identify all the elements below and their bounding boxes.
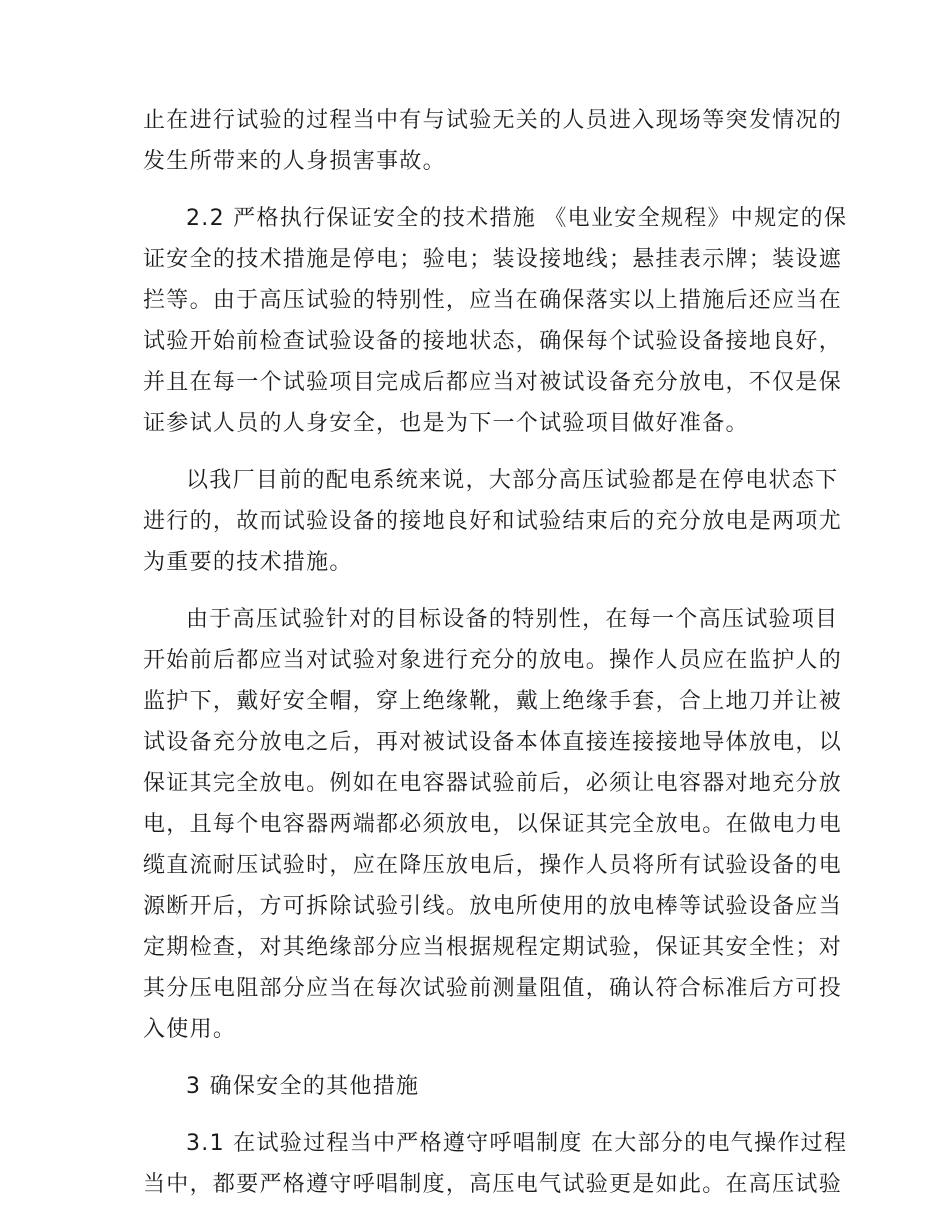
text-line: 试验开始前检查试验设备的接地状态，确保每个试验设备接地良好， — [143, 329, 843, 354]
text-line: 以我厂目前的配电系统来说，大部分高压试验都是在停电状态下 — [186, 468, 839, 493]
text-line: 证安全的技术措施是停电；验电；装设接地线；悬挂表示牌；装设遮 — [143, 247, 843, 272]
text-line: 发生所带来的人身损害事故。 — [143, 149, 446, 174]
text-line: 开始前后都应当对试验对象进行充分的放电。操作人员应在监护人的 — [143, 648, 843, 673]
section-heading-2-2: 2.2 严格执行保证安全的技术措施 《电业安全规程》中规定的保 — [186, 206, 848, 231]
text-line: 并且在每一个试验项目完成后都应当对被试设备充分放电，不仅是保 — [143, 370, 843, 395]
text-line: 源断开后，方可拆除试验引线。放电所使用的放电棒等试验设备应当 — [143, 894, 843, 919]
text-line: 为重要的技术措施。 — [143, 550, 353, 575]
text-line: 进行的，故而试验设备的接地良好和试验结束后的充分放电是两项尤 — [143, 509, 843, 534]
text-line: 拦等。由于高压试验的特别性，应当在确保落实以上措施后还应当在 — [143, 288, 843, 313]
text-line: 保证其完全放电。例如在电容器试验前后，必须让电容器对地充分放 — [143, 771, 843, 796]
text-line: 由于高压试验针对的目标设备的特别性，在每一个高压试验项目 — [186, 607, 839, 632]
section-heading-3: 3 确保安全的其他措施 — [186, 1074, 420, 1099]
text-line: 止在进行试验的过程当中有与试验无关的人员进入现场等突发情况的 — [143, 108, 843, 133]
text-line: 其分压电阻部分应当在每次试验前测量阻值，确认符合标准后方可投 — [143, 976, 843, 1001]
text-line: 缆直流耐压试验时，应在降压放电后，操作人员将所有试验设备的电 — [143, 853, 843, 878]
text-line: 定期检查，对其绝缘部分应当根据规程定期试验，保证其安全性；对 — [143, 935, 843, 960]
text-line: 试设备充分放电之后，再对被试设备本体直接连接接地导体放电，以 — [143, 730, 843, 755]
text-line: 监护下，戴好安全帽，穿上绝缘靴，戴上绝缘手套，合上地刀并让被 — [143, 689, 843, 714]
text-line: 证参试人员的人身安全，也是为下一个试验项目做好准备。 — [143, 411, 749, 436]
text-line: 当中，都要严格遵守呼唱制度，高压电气试验更是如此。在高压试验 — [143, 1172, 843, 1197]
text-line: 入使用。 — [143, 1017, 237, 1042]
text-line: 电，且每个电容器两端都必须放电，以保证其完全放电。在做电力电 — [143, 812, 843, 837]
section-heading-3-1: 3.1 在试验过程当中严格遵守呼唱制度 在大部分的电气操作过程 — [186, 1131, 848, 1156]
